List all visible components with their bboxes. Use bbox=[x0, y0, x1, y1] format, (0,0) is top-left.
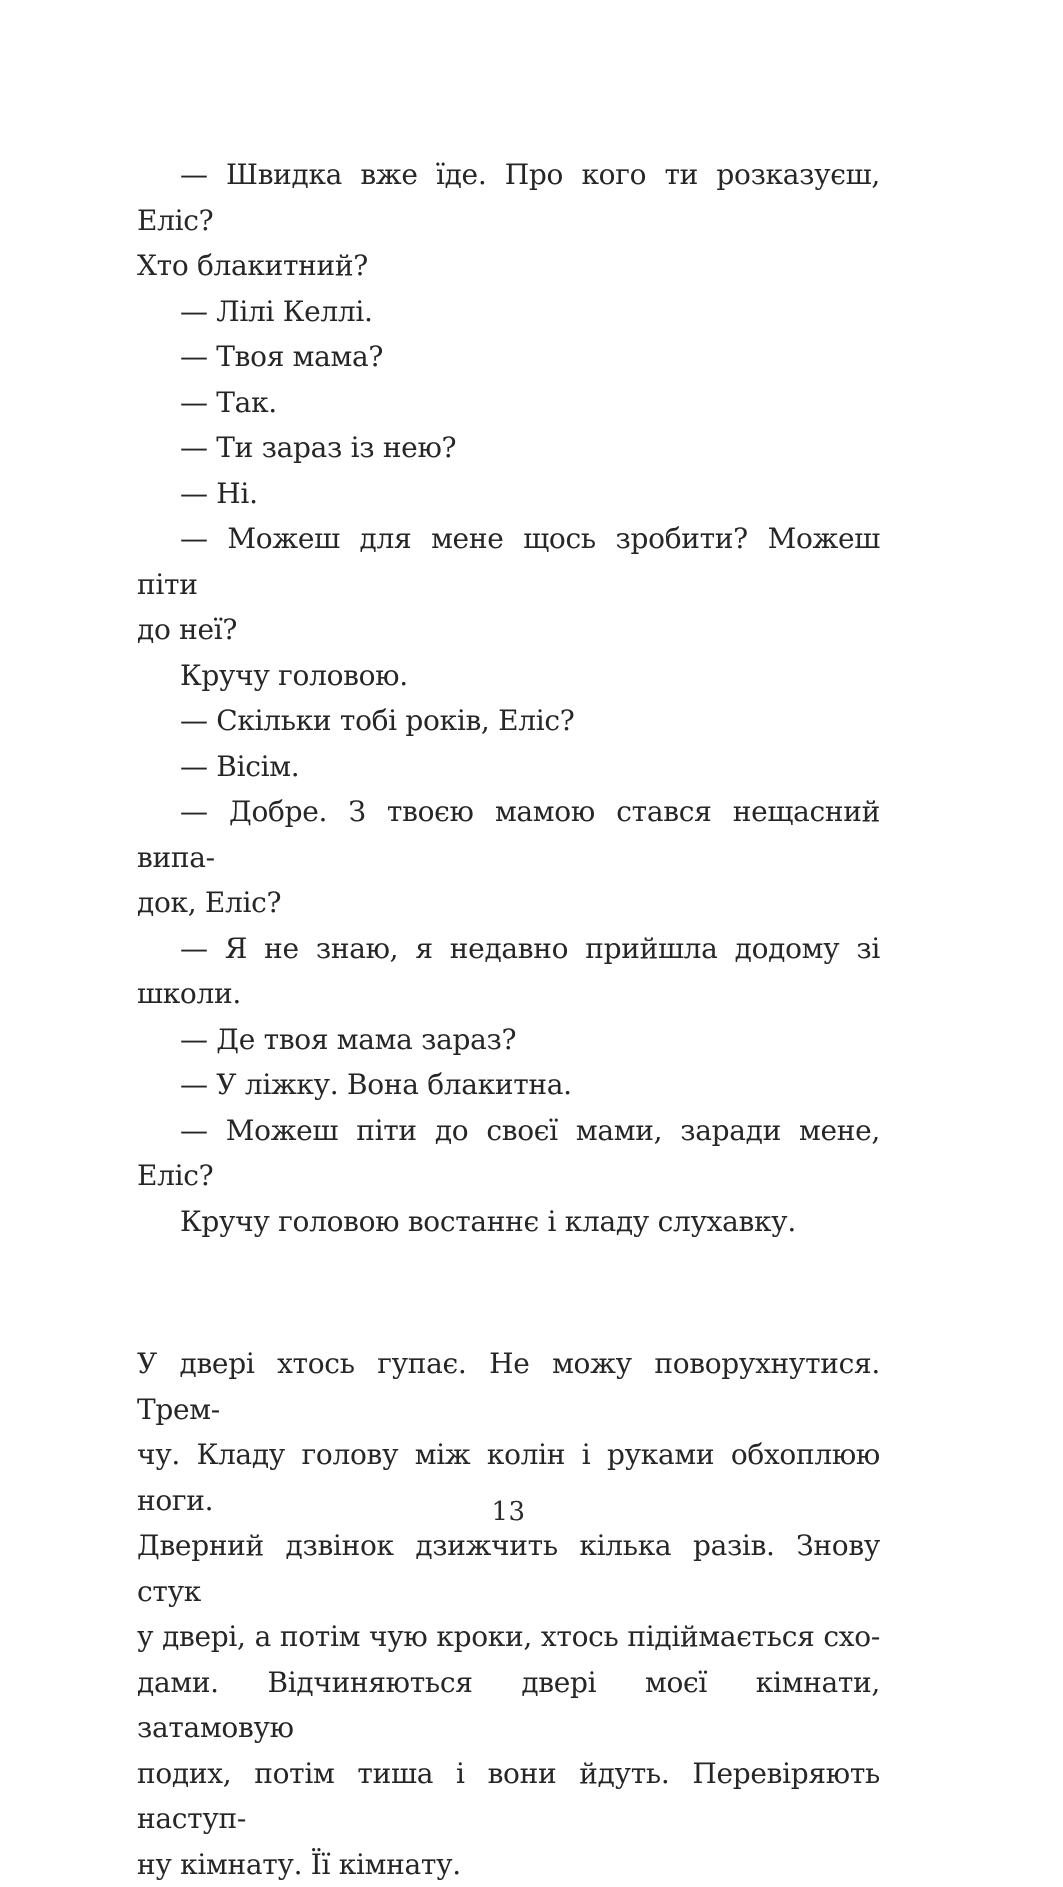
text-line: ну кімнату. Її кімнату. bbox=[137, 1842, 880, 1887]
text-line: — Можеш піти до своєї мами, заради мене, Еліс? bbox=[137, 1108, 880, 1199]
text-line: чу. Кладу голову між колін і руками обхоплюю ноги. bbox=[137, 1432, 880, 1523]
text-line: — У ліжку. Вона блакитна. bbox=[137, 1062, 880, 1108]
text-block bbox=[137, 152, 880, 1887]
section-break bbox=[137, 1244, 880, 1341]
text-line: у двері, а потім чую кроки, хтось підіймається схо- bbox=[137, 1614, 880, 1660]
text-line: дами. Відчиняються двері моєї кімнати, затамовую bbox=[137, 1660, 880, 1751]
dialogue-block bbox=[137, 152, 880, 1244]
text-line: — Ти зараз із нею? bbox=[137, 425, 880, 471]
text-line: Хто блакитний? bbox=[137, 243, 880, 289]
text-line: до неї? bbox=[137, 607, 880, 653]
text-line: — Можеш для мене щось зробити? Можеш піти bbox=[137, 516, 880, 607]
text-line: — Добре. З твоєю мамою стався нещасний випа- bbox=[137, 789, 880, 880]
text-line: Кручу головою востаннє і кладу слухавку. bbox=[137, 1199, 880, 1245]
text-line: — Де твоя мама зараз? bbox=[137, 1017, 880, 1063]
text-line: У двері хтось гупає. Не можу поворухнутися. Трем- bbox=[137, 1341, 880, 1432]
page-number: 13 bbox=[137, 1494, 880, 1530]
text-line: Кручу головою. bbox=[137, 653, 880, 699]
text-line: Дверний дзвінок дзижчить кілька разів. Знову стук bbox=[137, 1523, 880, 1614]
text-line: док, Еліс? bbox=[137, 880, 880, 926]
text-line: подих, потім тиша і вони йдуть. Перевіряють наступ- bbox=[137, 1751, 880, 1842]
text-line: — Ні. bbox=[137, 471, 880, 517]
text-line: — Так. bbox=[137, 380, 880, 426]
text-line: — Твоя мама? bbox=[137, 334, 880, 380]
text-line: — Вісім. bbox=[137, 744, 880, 790]
text-line: — Я не знаю, я недавно прийшла додому зі школи. bbox=[137, 926, 880, 1017]
paragraph-block bbox=[137, 1341, 880, 1887]
text-line: — Лілі Келлі. bbox=[137, 289, 880, 335]
text-line: — Швидка вже їде. Про кого ти розказуєш, Еліс? bbox=[137, 152, 880, 243]
text-line: — Скільки тобі років, Еліс? bbox=[137, 698, 880, 744]
